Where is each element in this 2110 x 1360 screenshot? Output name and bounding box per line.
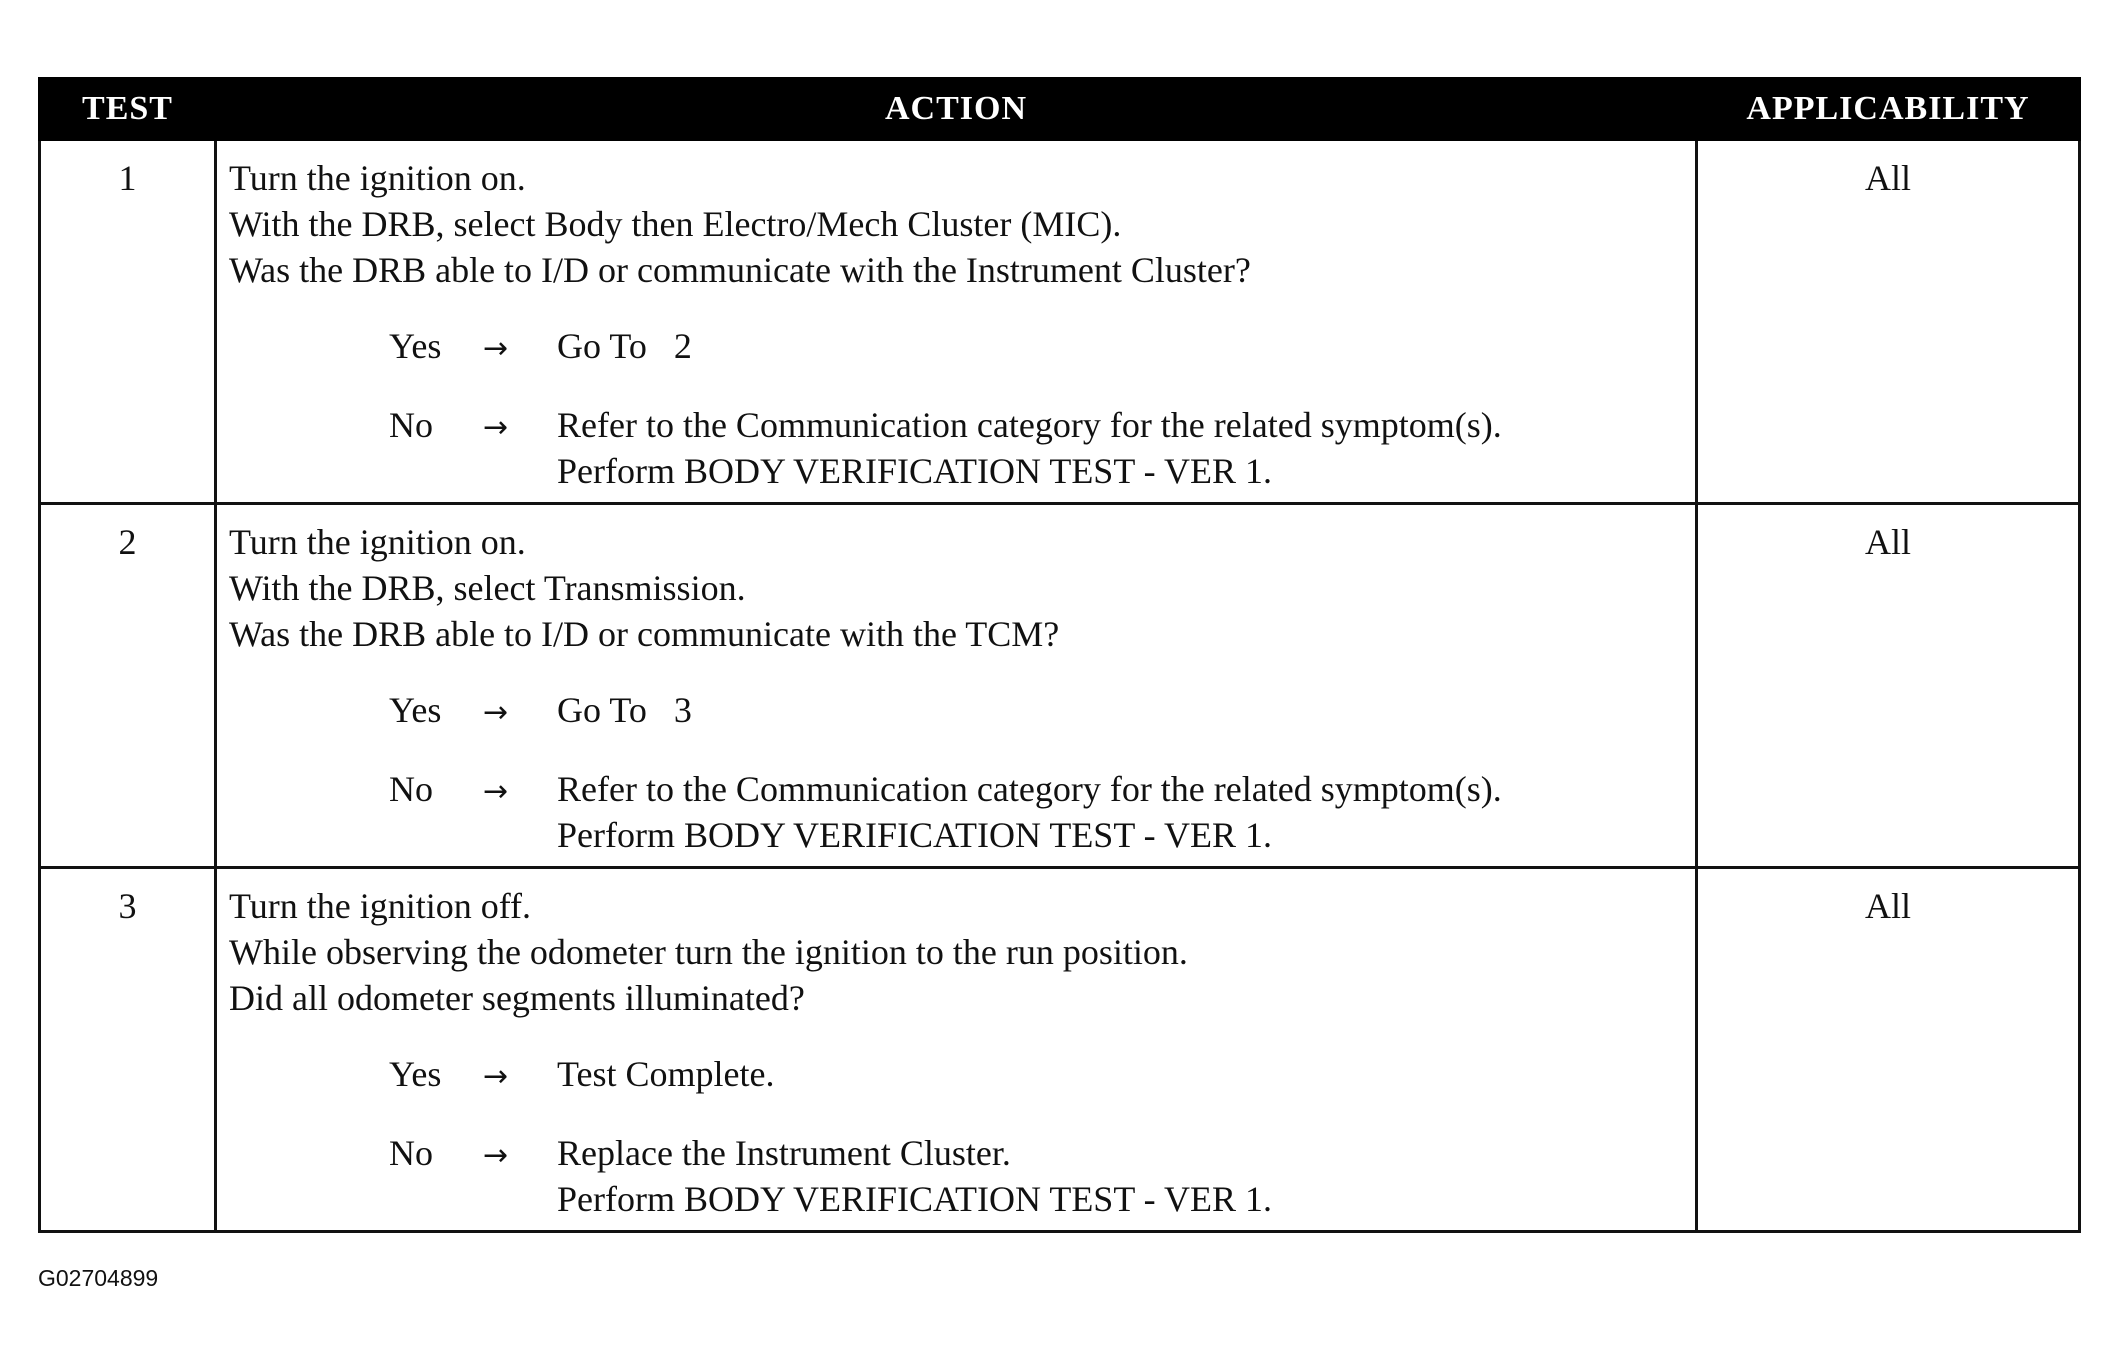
outcome-line: Perform BODY VERIFICATION TEST - VER 1. [557,815,1273,855]
right-arrow-icon: → [483,1138,509,1173]
outcome-line: Go To 2 [557,326,692,366]
action-line: Turn the ignition on. [229,158,526,198]
action-line: Was the DRB able to I/D or communicate with the TCM? [229,614,1060,654]
applicability-value: All [1697,504,2080,868]
outcome-line: Refer to the Communication category for the related symptom(s). [557,769,1502,809]
action-line: With the DRB, select Body then Electro/Mech Cluster (MIC). [229,204,1122,244]
right-arrow-icon: → [483,1059,509,1094]
applicability-value: All [1697,868,2080,1232]
no-branch [389,1130,1695,1222]
yes-branch [389,1051,1695,1100]
table-row [40,868,2080,1232]
no-outcome [557,1130,1272,1222]
yes-outcome [557,1051,774,1097]
applicability-value: All [1697,140,2080,504]
outcome-line: Refer to the Communication category for the related symptom(s). [557,405,1502,445]
no-branch [389,402,1695,494]
header-action: ACTION [216,79,1697,140]
action-cell [216,140,1697,504]
action-cell [216,868,1697,1232]
no-label: No [389,769,433,809]
yes-label: Yes [389,690,442,730]
right-arrow-icon: → [483,331,509,366]
header-applicability: APPLICABILITY [1697,79,2080,140]
action-line: Did all odometer segments illuminated? [229,978,805,1018]
no-label: No [389,405,433,445]
action-line: With the DRB, select Transmission. [229,568,746,608]
action-line: Turn the ignition on. [229,522,526,562]
action-line: Was the DRB able to I/D or communicate with the Instrument Cluster? [229,250,1251,290]
table-row [40,140,2080,504]
yes-outcome [557,687,692,733]
no-outcome [557,402,1502,494]
test-number: 2 [40,504,216,868]
outcome-line: Replace the Instrument Cluster. [557,1133,1011,1173]
action-line: Turn the ignition off. [229,886,532,926]
outcome-line: Go To 3 [557,690,692,730]
yes-branch [389,687,1695,736]
action-line: While observing the odometer turn the ignition to the run position. [229,932,1188,972]
diagnostic-test-table [38,77,2081,1233]
right-arrow-icon: → [483,774,509,809]
header-test: TEST [40,79,216,140]
yes-label: Yes [389,326,442,366]
yes-outcome [557,323,692,369]
no-outcome [557,766,1502,858]
test-number: 3 [40,868,216,1232]
right-arrow-icon: → [483,410,509,445]
figure-code: G02704899 [38,1265,159,1291]
outcome-line: Test Complete. [557,1054,775,1094]
table-header-row [40,79,2080,140]
test-number: 1 [40,140,216,504]
right-arrow-icon: → [483,695,509,730]
outcome-line: Perform BODY VERIFICATION TEST - VER 1. [557,451,1273,491]
outcome-line: Perform BODY VERIFICATION TEST - VER 1. [557,1179,1273,1219]
yes-branch [389,323,1695,372]
no-branch [389,766,1695,858]
action-cell [216,504,1697,868]
table-row [40,504,2080,868]
yes-label: Yes [389,1054,442,1094]
no-label: No [389,1133,433,1173]
